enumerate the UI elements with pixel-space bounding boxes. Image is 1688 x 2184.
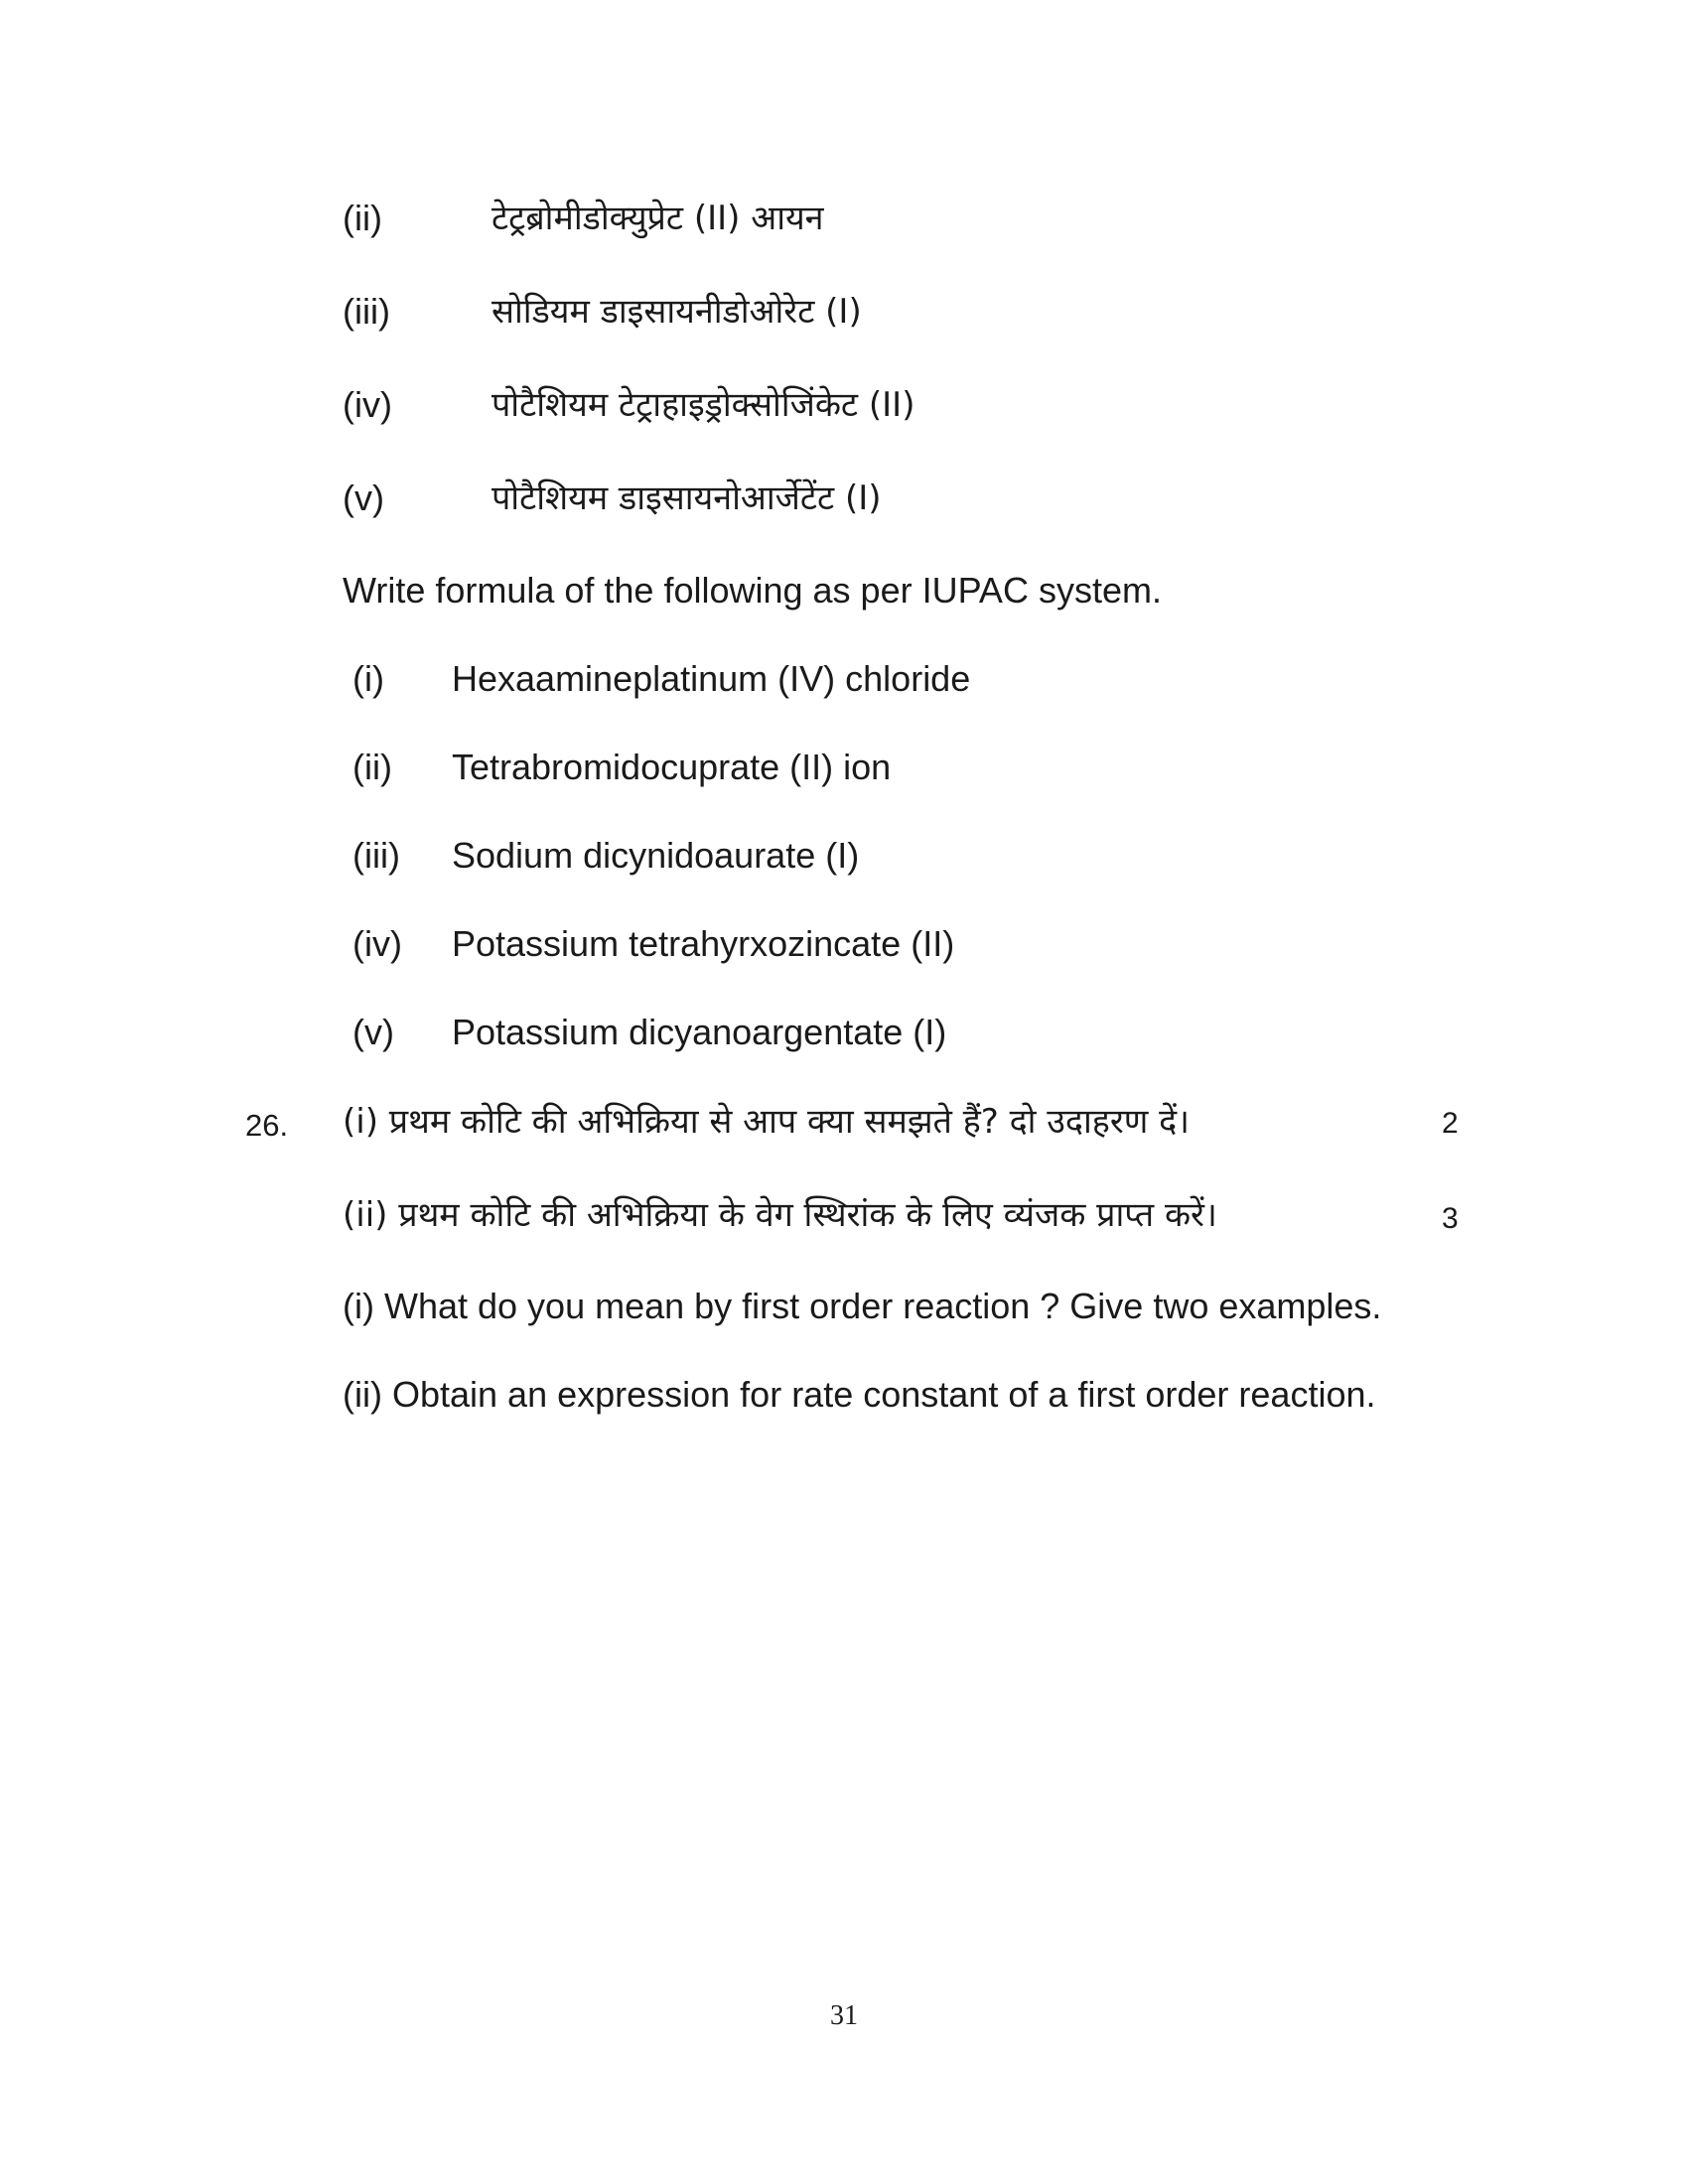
list-number: (iii)	[343, 291, 390, 332]
list-item-text: Sodium dicynidoaurate (I)	[452, 835, 860, 876]
list-number: (iv)	[343, 384, 392, 425]
list-number: (v)	[352, 1012, 394, 1052]
list-number: (v)	[343, 478, 384, 518]
question-part-hindi: (i) प्रथम कोटि की अभिक्रिया से आप क्या समझते हैं? दो उदाहरण दें।	[343, 1102, 1191, 1142]
list-number: (i)	[352, 658, 384, 699]
list-number: (iii)	[352, 835, 400, 876]
list-item-text: सोडियम डाइसायनीडोओरेट (I)	[492, 292, 862, 332]
list-item-text: Hexaamineplatinum (IV) chloride	[452, 658, 971, 699]
question-part-english: (ii) Obtain an expression for rate constant of a first order reaction.	[343, 1374, 1376, 1415]
list-item-text: टेट्रब्रोमीडोक्युप्रेट (II) आयन	[492, 199, 824, 238]
list-item-text: पोटैशियम टेट्राहाइड्रोक्सोजिंकेट (II)	[492, 385, 915, 425]
question-number: 26.	[245, 1108, 289, 1143]
marks-label: 2	[1442, 1107, 1459, 1140]
list-number: (ii)	[343, 198, 382, 238]
instruction-heading: Write formula of the following as per IUPAC system.	[343, 570, 1162, 611]
list-item-text: Potassium tetrahyrxozincate (II)	[452, 923, 955, 964]
list-number: (iv)	[352, 923, 402, 964]
list-item-text: Tetrabromidocuprate (II) ion	[452, 747, 892, 787]
marks-label: 3	[1442, 1202, 1459, 1235]
list-item-text: पोटैशियम डाइसायनोआर्जेटेंट (I)	[492, 478, 882, 518]
list-item-text: Potassium dicyanoargentate (I)	[452, 1012, 947, 1052]
list-number: (ii)	[352, 747, 392, 787]
page-number: 31	[830, 2000, 858, 2031]
question-part-hindi: (ii) प्रथम कोटि की अभिक्रिया के वेग स्थिरांक के लिए व्यंजक प्राप्त करें।	[343, 1195, 1217, 1235]
question-part-english: (i) What do you mean by first order reaction ? Give two examples.	[343, 1286, 1382, 1326]
